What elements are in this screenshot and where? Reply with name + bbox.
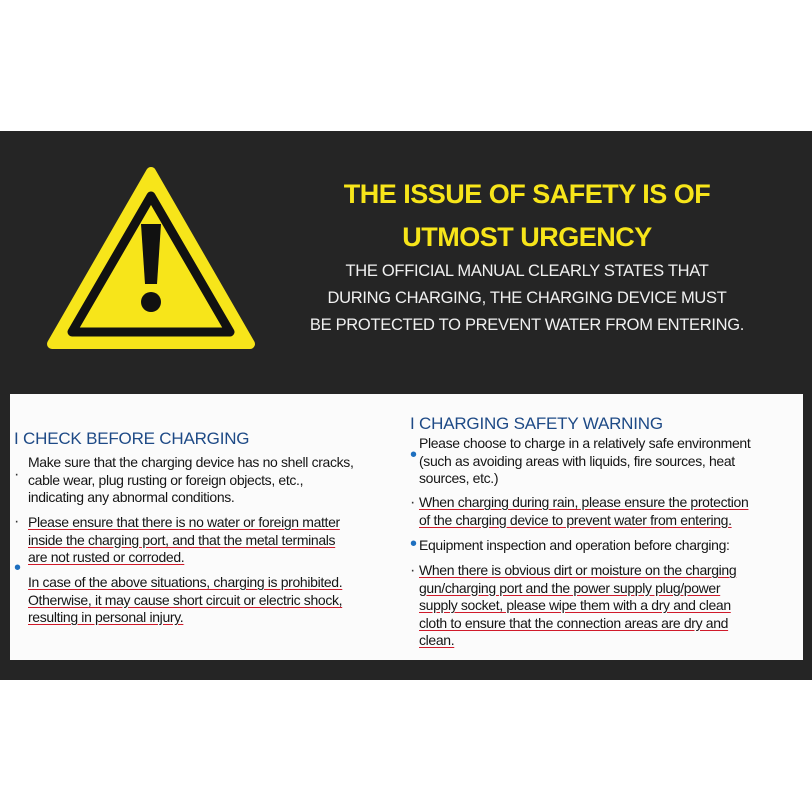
item-line: Please ensure that there is no water or foreign matter: [28, 514, 340, 530]
item-line: cloth to ensure that the connection areas are dry and: [419, 614, 729, 631]
list-item: [410, 494, 802, 529]
sub-line-1: THE OFFICIAL MANUAL CLEARLY STATES THAT: [345, 262, 709, 280]
headline-line-2: UTMOST URGENCY: [402, 222, 652, 252]
item-line: inside the charging port, and that the metal terminals: [28, 531, 336, 548]
item-line: supply socket, please wipe them with a dry and clean: [419, 597, 731, 613]
bullet-icon: ·: [410, 562, 416, 579]
bullet-icon: •: [410, 533, 418, 555]
item-line: indicating any abnormal conditions.: [28, 489, 235, 505]
item-line: cable wear, plug rusting or foreign objects, etc.,: [28, 471, 304, 488]
item-line: are not rusted or corroded.: [28, 549, 185, 565]
sub-line-2: DURING CHARGING, THE CHARGING DEVICE MUST: [327, 289, 727, 307]
item-line: gun/charging port and the power supply plug/power: [419, 579, 721, 596]
list-item: [410, 435, 802, 488]
instructions-panel: [10, 394, 803, 660]
list-item: [410, 533, 802, 555]
item-line: Otherwise, it may cause short circuit or electric shock,: [28, 591, 343, 608]
headline-line-1: THE ISSUE OF SAFETY IS OF: [343, 179, 711, 209]
bullet-icon: ·: [14, 466, 20, 483]
list-item: [410, 562, 802, 650]
bullet-icon: ·: [410, 494, 416, 511]
item-line: When charging during rain, please ensure the protection: [419, 494, 749, 510]
sub-line-3: BE PROTECTED TO PREVENT WATER FROM ENTERING.: [309, 316, 745, 334]
item-line: clean.: [419, 632, 455, 648]
list-item: [14, 454, 406, 507]
item-line: Please choose to charge in a relatively safe environment: [419, 435, 751, 451]
item-line: of the charging device to prevent water from entering.: [419, 511, 732, 528]
item-line: resulting in personal injury.: [28, 609, 184, 625]
banner-headline: [292, 173, 762, 259]
bullet-icon: ·: [14, 513, 20, 530]
item-line: Equipment inspection and operation before charging:: [419, 537, 730, 553]
item-line: sources, etc.): [419, 470, 499, 486]
section-title: I CHECK BEFORE CHARGING: [14, 429, 250, 448]
item-line: (such as avoiding areas with liquids, fire sources, heat: [419, 452, 735, 469]
list-item: [14, 514, 406, 567]
item-line: In case of the above situations, charging is prohibited.: [28, 574, 343, 590]
section-title: I CHARGING SAFETY WARNING: [410, 414, 663, 433]
bullet-icon: •: [410, 444, 418, 466]
item-line: When there is obvious dirt or moisture on the charging: [419, 562, 737, 578]
bullet-icon: •: [14, 557, 22, 579]
banner-subtext: [290, 258, 764, 339]
item-line: Make sure that the charging device has no shell cracks,: [28, 454, 354, 470]
warning-triangle-icon: [46, 166, 256, 350]
